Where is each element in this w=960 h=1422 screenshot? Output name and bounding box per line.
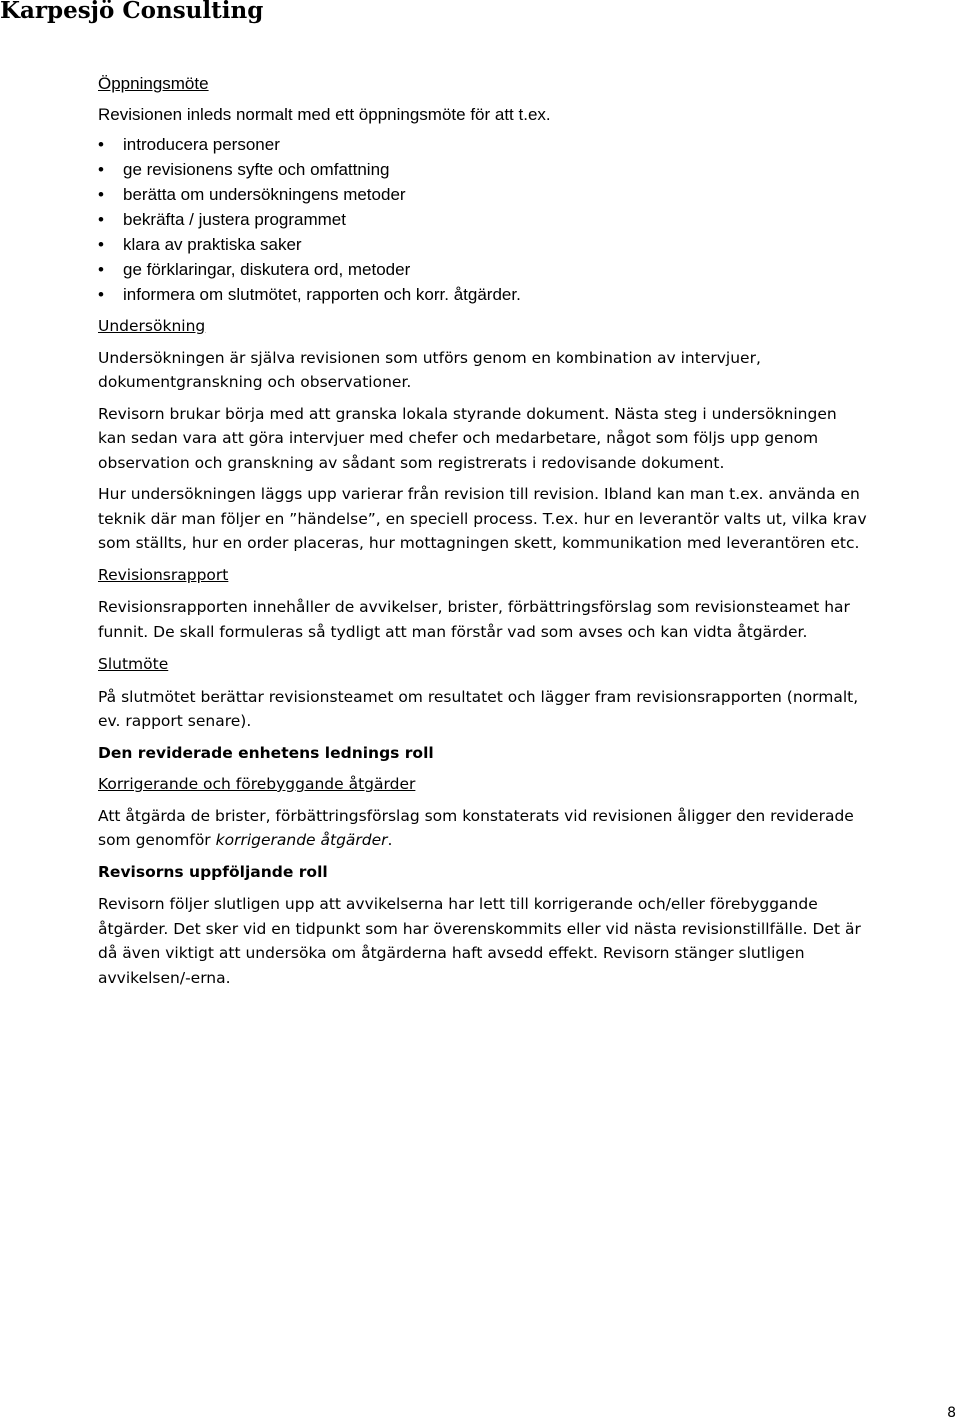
investigation-heading: Undersökning: [98, 317, 206, 335]
management-paragraph-end: .: [387, 831, 393, 849]
investigation-paragraph: Revisorn brukar börja med att granska lokala styrande dokument. Nästa steg i undersökningen kan sedan vara att göra intervjuer med chefer och medarbetare, något som följs upp genom observation och granskning av sådant som registrerats i redovisande dokument.: [98, 404, 837, 472]
management-heading: Den reviderade enhetens lednings roll: [98, 743, 434, 762]
investigation-paragraph: Hur undersökningen läggs upp varierar från revision till revision. Ibland kan man t.ex. använda en teknik där man följer en ”händelse”, en speciell process. T.ex. hur en leverantör valts ut, vilka krav som ställts, hur en order placeras, hur mottagningen skett, kommunikation med leverantören etc.: [98, 485, 867, 552]
list-item: • berätta om undersökningens metoder: [98, 182, 868, 207]
report-section: [98, 563, 868, 645]
corrective-actions-emphasis: korrigerande åtgärder: [215, 831, 388, 849]
document-header-title: Karpesjö Consulting: [0, 0, 264, 24]
opening-intro: Revisionen inleds normalt med ett öppningsmöte för att t.ex.: [98, 105, 551, 124]
opening-heading: Öppningsmöte: [98, 74, 209, 93]
investigation-paragraph: Undersökningen är själva revisionen som utförs genom en kombination av intervjuer, dokumentgranskning och observationer.: [98, 348, 761, 391]
closing-paragraph: På slutmötet berättar revisionsteamet om resultatet och lägger fram revisionsrapporten (normalt, ev. rapport senare).: [98, 687, 859, 730]
management-subheading: Korrigerande och förebyggande åtgärder: [98, 775, 416, 793]
page-number: 8: [947, 1405, 956, 1421]
list-item: • introducera personer: [98, 132, 868, 157]
report-heading: Revisionsrapport: [98, 565, 229, 584]
closing-heading: Slutmöte: [98, 655, 169, 673]
management-section: [98, 741, 868, 853]
followup-paragraph: Revisorn följer slutligen upp att avvikelserna har lett till korrigerande och/eller förebyggande åtgärder. Det sker vid en tidpunkt som har överenskommits eller vid nästa revisionstillfälle. Det är då även viktigt att undersöka om åtgärderna haft avsedd effekt. Revisorn stänger slutligen avvikelsen/-erna.: [98, 895, 861, 987]
list-item: • ge revisionens syfte och omfattning: [98, 157, 868, 182]
followup-section: [98, 860, 868, 991]
list-item: • klara av praktiska saker: [98, 232, 868, 257]
investigation-section: [98, 314, 868, 556]
document-body: [98, 70, 868, 990]
management-paragraph-text: Att åtgärda de brister, förbättringsförslag som konstaterats vid revisionen åligger den reviderade som genomför: [98, 806, 854, 849]
list-item: • bekräfta / justera programmet: [98, 207, 868, 232]
opening-section: [98, 71, 868, 307]
opening-bullet-list: [98, 132, 868, 307]
report-paragraph: Revisionsrapporten innehåller de avvikelser, brister, förbättringsförslag som revisionsteamet har funnit. De skall formuleras så tydligt att man förstår vad som avses och kan vidta åtgärder.: [98, 598, 850, 641]
followup-heading: Revisorns uppföljande roll: [98, 862, 328, 881]
management-paragraph: [98, 804, 868, 853]
list-item: • informera om slutmötet, rapporten och korr. åtgärder.: [98, 282, 868, 307]
list-item: • ge förklaringar, diskutera ord, metoder: [98, 257, 868, 282]
closing-section: [98, 652, 868, 734]
